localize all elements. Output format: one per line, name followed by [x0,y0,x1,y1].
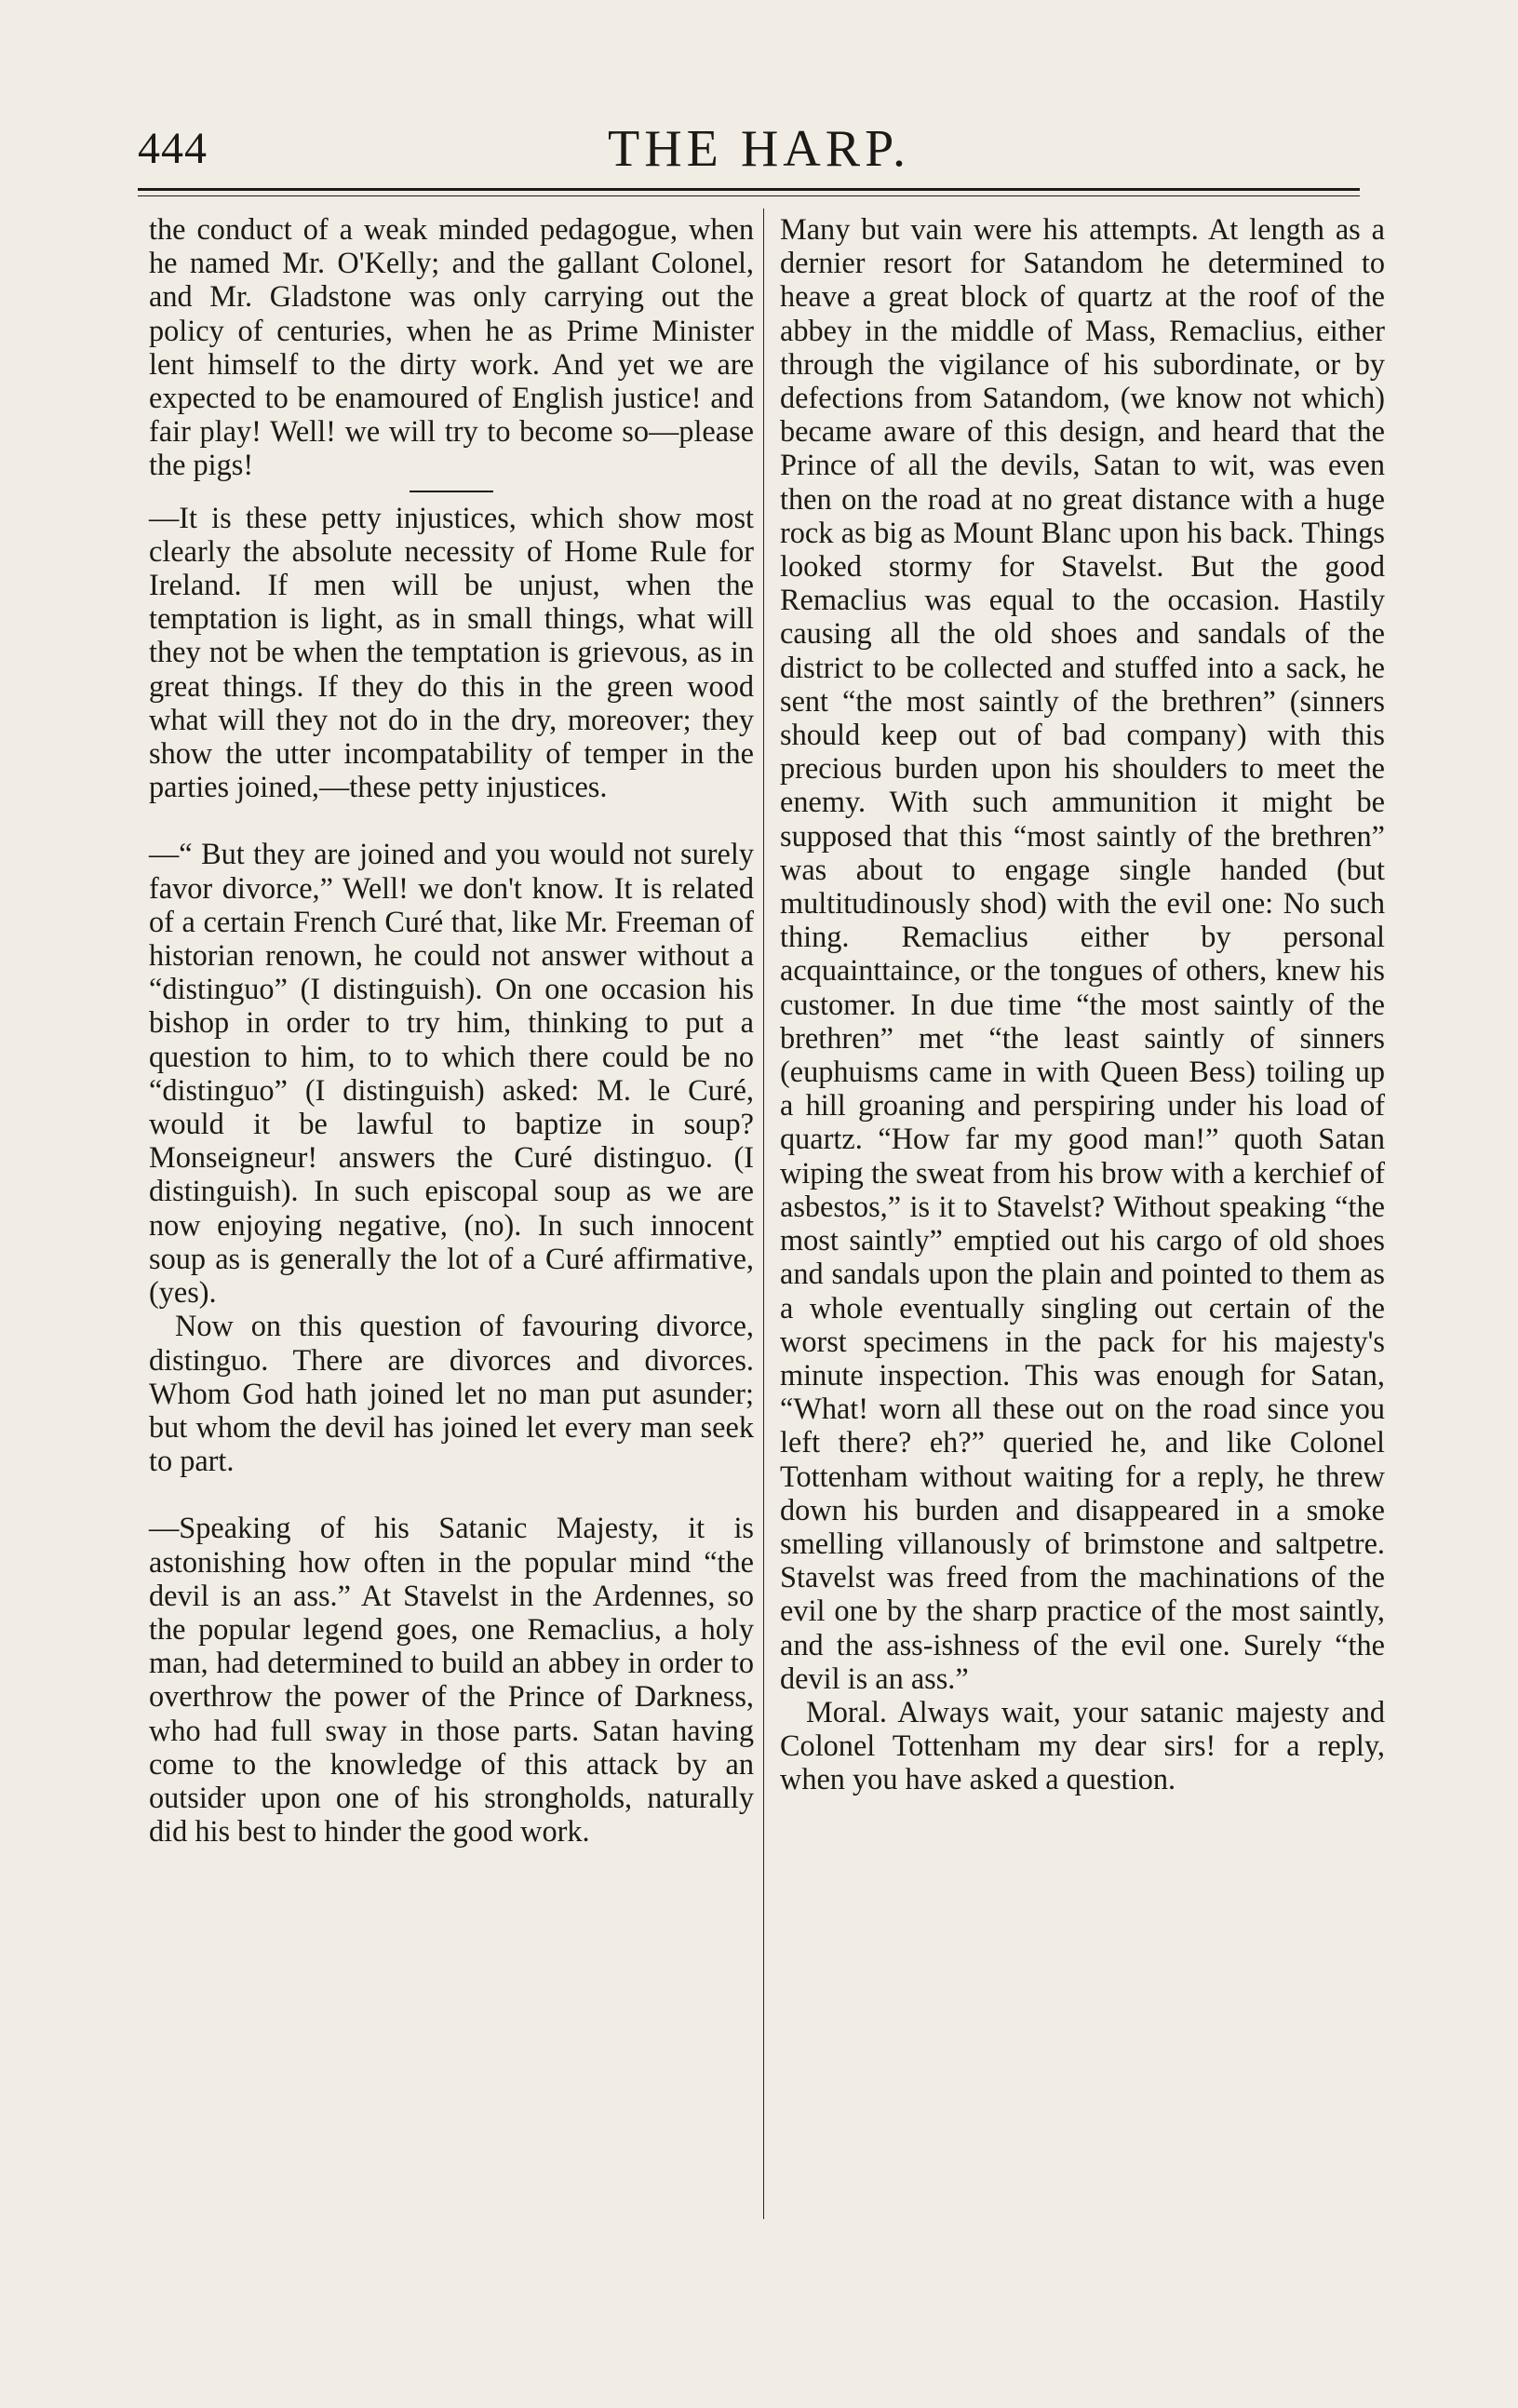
right-paragraph-2: Moral. Always wait, your satanic majesty and Colonel Tottenham my dear sirs! for a reply, when you have asked a question. [780,1694,1385,1796]
left-paragraph-2: —It is these petty injustices, which show most clearly the absolute necessity of Home Rule for Ireland. If men will be unjust, when the temptation is light, as in small things, what will they not be when the temptation is grievous, as in great things. If they do this in the green wood what will they not do in the dry, moreover; they show the utter incompatability of temper in the parties joined,—these petty injustices. [149,500,754,804]
paragraph-gap [149,803,754,837]
left-column [149,212,754,1848]
column-divider [763,209,764,2219]
running-title: THE HARP. [607,120,911,178]
paragraph-gap [149,1477,754,1511]
header-rule-thin [138,195,1360,196]
page-number: 444 [138,124,208,173]
right-paragraph-1: Many but vain were his attempts. At length as a dernier resort for Satandom he determined to heave a great block of quartz at the roof of the abbey in the middle of Mass, Remaclius, either through the vigilance of his subordinate, or by defections from Satandom, (we know not which) became aware of this design, and heard that the Prince of all the devils, Satan to wit, was even then on the road at no great distance with a huge rock as big as Mount Blanc upon his back. Things looked stormy for Stavelst. But the good Remaclius was equal to the occasion. Hastily causing all the old shoes and sandals of the district to be collected and stuffed into a sack, he sent “the most saintly of the brethren” (sinners should keep out of bad company) with this precious burden upon his shoulders to meet the enemy. With such ammunition it might be supposed that this “most saintly of the brethren” was about to engage single handed (but multitudinously shod) with the evil one: No such thing. Remaclius either by personal acquainttaince, or the tongues of others, knew his customer. In due time “the most saintly of the brethren” met “the least saintly of sinners (euphuisms came in with Queen Bess) toiling up a hill groaning and perspiring under his load of quartz. “How far my good man!” quoth Satan wiping the sweat from his brow with a kerchief of asbestos,” is it to Stavelst? Without speaking “the most saintly” emptied out his cargo of old shoes and sandals upon the plain and pointed to them as a whole eventually singling out certain of the worst specimens in the pack for his majesty's minute inspection. This was enough for Satan, “What! worn all these out on the road since you left there? eh?” queried he, and like Colonel Tottenham without waiting for a reply, he threw down his burden and disappeared in a smoke smelling villanously of brimstone and saltpetre. Stavelst was freed from the machinations of the evil one by the sharp practice of the most saintly, and the ass-ishness of the evil one. Surely “the devil is an ass.” [780,212,1385,1695]
left-paragraph-4: Now on this question of favouring divorce, distinguo. There are divorces and divorces. Whom God hath joined let no man put asunder; but whom the devil has joined let every man seek to part. [149,1309,754,1478]
left-paragraph-1: the conduct of a weak minded pedagogue, when he named Mr. O'Kelly; and the gallant Colonel, and Mr. Gladstone was only carrying out the policy of centuries, when he as Prime Minister lent himself to the dirty work. And yet we are expected to be enamoured of English justice! and fair play! Well! we will try to become so—please the pigs! [149,212,754,482]
section-separator [410,491,493,492]
right-column [780,212,1385,1796]
header-rule-thick [138,188,1360,191]
left-paragraph-3: —“ But they are joined and you would not surely favor divorce,” Well! we don't know. It is related of a certain French Curé that, like Mr. Freeman of historian renown, he could not answer without a “distinguo” (I distinguish). On one occasion his bishop in order to try him, thinking to put a question to him, to to which there could be no “distinguo” (I distinguish) asked: M. le Curé, would it be lawful to baptize in soup? Monseigneur! answers the Curé distinguo. (I distinguish). In such episcopal soup as we are now enjoying negative, (no). In such innocent soup as is generally the lot of a Curé affirmative, (yes). [149,837,754,1310]
left-paragraph-5: —Speaking of his Satanic Majesty, it is astonishing how often in the popular mind “the devil is an ass.” At Stavelst in the Ardennes, so the popular legend goes, one Remaclius, a holy man, had determined to build an abbey in order to overthrow the power of the Prince of Darkness, who had full sway in those parts. Satan having come to the knowledge of this attack by an outsider upon one of his strongholds, naturally did his best to hinder the good work. [149,1511,754,1849]
